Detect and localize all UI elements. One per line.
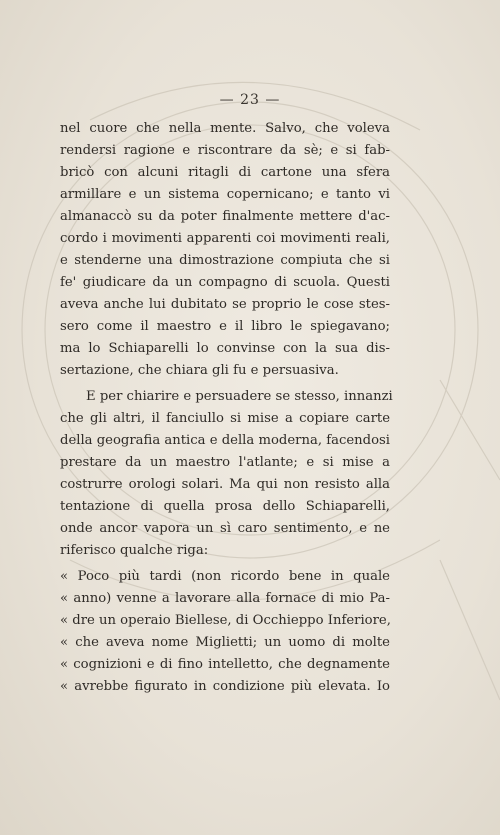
text-line: armillare e un sistema copernicano; e tanto vi bbox=[60, 187, 390, 202]
text-line: rendersi ragione e riscontrare da sè; e si fab- bbox=[60, 143, 390, 158]
quoted-passage bbox=[60, 566, 390, 698]
page-number: — 23 — bbox=[219, 92, 281, 108]
text-line: tentazione di quella prosa dello Schiaparelli, bbox=[60, 499, 390, 514]
text-line: sero come il maestro e il libro le spiegavano; bbox=[60, 319, 390, 334]
text-line: prestare da un maestro l'atlante; e si mise a bbox=[60, 455, 390, 470]
text-line: e stenderne una dimostrazione compiuta che si bbox=[60, 253, 390, 268]
paragraph-1 bbox=[60, 118, 390, 382]
paragraph-2 bbox=[60, 386, 393, 562]
body-text bbox=[60, 118, 393, 698]
text-line: almanaccò su da poter finalmente mettere d'ac- bbox=[60, 209, 390, 224]
text-line: « avrebbe figurato in condizione più elevata. Io bbox=[60, 679, 390, 694]
text-line: nel cuore che nella mente. Salvo, che voleva bbox=[60, 121, 390, 136]
text-line: E per chiarire e persuadere se stesso, innanzi bbox=[86, 389, 393, 404]
text-line: costrurre orologi solari. Ma qui non resisto alla bbox=[60, 477, 390, 492]
text-line: « Poco più tardi (non ricordo bene in quale bbox=[60, 569, 390, 584]
text-line: aveva anche lui dubitato se proprio le cose stes- bbox=[60, 297, 390, 312]
text-line: « dre un operaio Biellese, di Occhieppo Inferiore, bbox=[60, 613, 391, 628]
text-line: sertazione, che chiara gli fu e persuasiva. bbox=[60, 363, 339, 378]
text-line: onde ancor vapora un sì caro sentimento, e ne bbox=[60, 521, 390, 536]
text-line: riferisco qualche riga: bbox=[60, 543, 209, 558]
text-line: cordo i movimenti apparenti coi movimenti reali, bbox=[60, 231, 390, 246]
text-line: bricò con alcuni ritagli di cartone una sfera bbox=[60, 165, 390, 180]
text-line: che gli altri, il fanciullo si mise a copiare carte bbox=[60, 411, 390, 426]
text-line: « che aveva nome Miglietti; un uomo di molte bbox=[60, 635, 390, 650]
text-line: « cognizioni e di fino intelletto, che degnamente bbox=[60, 657, 390, 672]
text-line: fe' giudicare da un compagno di scuola. Questi bbox=[60, 275, 390, 290]
text-line: della geografia antica e della moderna, facendosi bbox=[60, 433, 390, 448]
text-line: ma lo Schiaparelli lo convinse con la sua dis- bbox=[60, 341, 390, 356]
text-line: « anno) venne a lavorare alla fornace di mio Pa- bbox=[60, 591, 390, 606]
